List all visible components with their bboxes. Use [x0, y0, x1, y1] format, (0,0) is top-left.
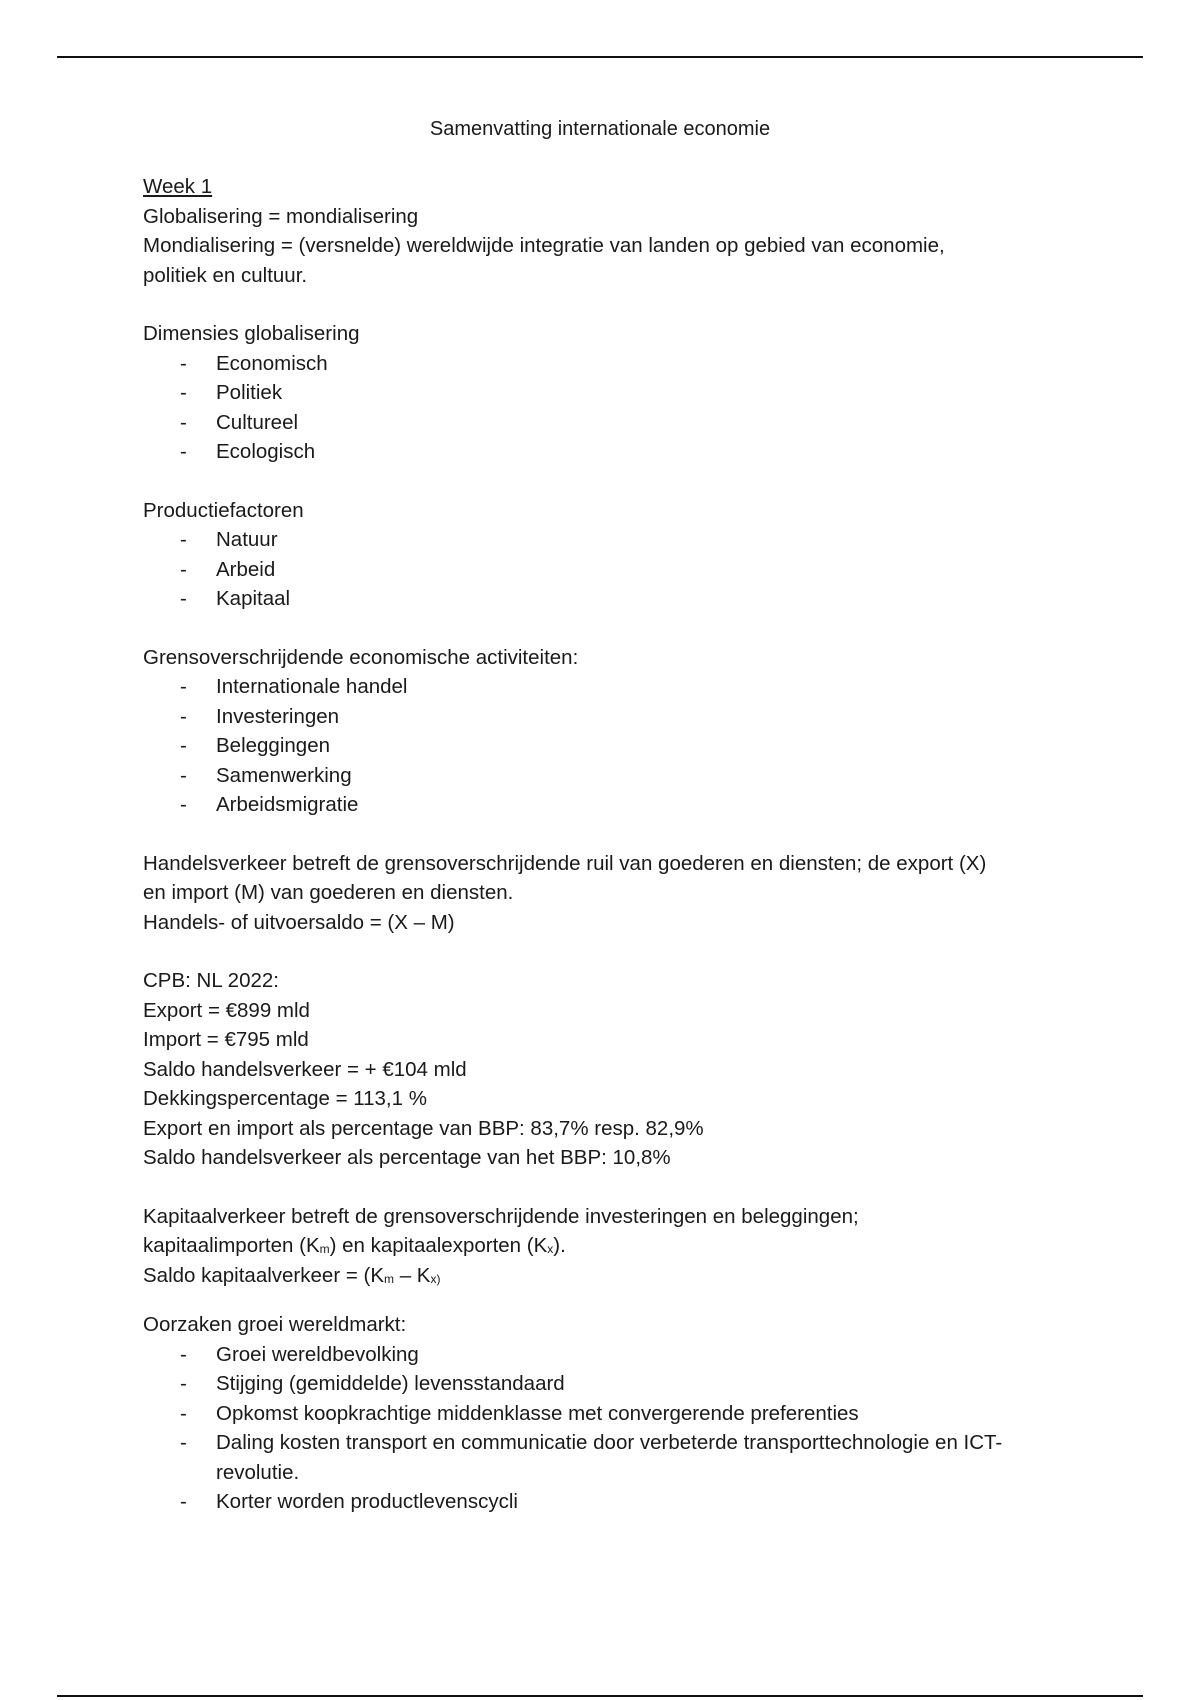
kapitaal-line: kapitaalimporten $(K_m)$ en kapitaalexporten $(K_x)$. — [143, 1234, 566, 1257]
dash-bullet: - — [180, 734, 187, 757]
list-item: - Kapitaal — [143, 584, 1083, 614]
dash-bullet: - — [180, 763, 187, 787]
oorzaken-list — [143, 1340, 1083, 1517]
list-item: - Daling kosten transport en communicatie door verbeterde transporttechnologie en ICT-revolutie. — [143, 1428, 1083, 1487]
list-item: - Groei wereldbevolking — [143, 1340, 1083, 1370]
list-item: - Economisch — [143, 349, 1083, 379]
intro-line: Mondialisering = (versnelde) wereldwijde integratie van landen op gebied van economie, — [143, 234, 945, 257]
list-item: - Arbeid — [143, 555, 1083, 585]
dash-bullet: - — [180, 793, 187, 816]
top-rule — [57, 56, 1143, 58]
dash-bullet: - — [180, 557, 187, 581]
dash-bullet: - — [180, 410, 187, 434]
intro-line: Globalisering = mondialisering — [143, 204, 419, 228]
list-item: - Beleggingen — [143, 731, 1083, 761]
productiefactoren-heading: Productiefactoren — [143, 498, 304, 522]
dash-bullet: - — [180, 440, 187, 463]
list-item: - Korter worden productlevenscycli — [143, 1487, 1083, 1517]
dash-bullet: - — [180, 1490, 187, 1513]
cpb-line: Saldo handelsverkeer als percentage van het BBP: 10,8% — [143, 1146, 671, 1169]
dash-bullet: - — [180, 1401, 187, 1425]
oorzaken-heading: Oorzaken groei wereldmarkt: — [143, 1313, 407, 1336]
list-item: - Samenwerking — [143, 761, 1083, 791]
document-title: Samenvatting internationale economie — [429, 118, 771, 140]
dash-bullet: - — [180, 1431, 187, 1454]
handel-line: Handelsverkeer betreft de grensoverschrijdende ruil van goederen en diensten; de export (X) — [143, 851, 987, 875]
list-item: - Internationale handel — [143, 672, 1083, 702]
handel-line: Handels- of uitvoersaldo = (X – M) — [143, 910, 455, 934]
kapitaal-line: Kapitaalverkeer betreft de grensoverschrijdende investeringen en beleggingen; — [143, 1204, 859, 1228]
activiteiten-heading: Grensoverschrijdende economische activiteiten: — [143, 645, 579, 669]
document-body — [143, 172, 1083, 1517]
list-item: - Investeringen — [143, 702, 1083, 732]
week-heading: Week 1 — [143, 175, 213, 198]
list-item: - Ecologisch — [143, 437, 1083, 467]
bottom-rule — [57, 1695, 1143, 1697]
dash-bullet: - — [180, 1342, 187, 1366]
activiteiten-list — [143, 672, 1083, 820]
list-item: - Natuur — [143, 525, 1083, 555]
dash-bullet: - — [180, 587, 187, 610]
cpb-line: Import = €795 mld — [143, 1028, 309, 1051]
list-item: - Cultureel — [143, 408, 1083, 438]
dash-bullet: - — [180, 1372, 187, 1395]
dimensies-heading: Dimensies globalisering — [143, 322, 360, 345]
cpb-line: Dekkingspercentage = 113,1 % — [143, 1087, 427, 1110]
kapitaal-saldo-line: Saldo kapitaalverkeer = ($K_m - K_{x)}$ — [143, 1263, 441, 1287]
dash-bullet: - — [180, 381, 187, 404]
dash-bullet: - — [180, 351, 187, 375]
cpb-line: CPB: NL 2022: — [143, 969, 279, 992]
dash-bullet: - — [180, 675, 187, 698]
list-item: - Arbeidsmigratie — [143, 790, 1083, 820]
cpb-line: Saldo handelsverkeer = + €104 mld — [143, 1057, 467, 1081]
cpb-line: Export en import als percentage van BBP: 83,7% resp. 82,9% — [143, 1116, 704, 1140]
handel-line: en import (M) van goederen en diensten. — [143, 881, 514, 904]
intro-line: politiek en cultuur. — [143, 263, 308, 287]
cpb-line: Export = €899 mld — [143, 998, 310, 1022]
dimensies-list — [143, 349, 1083, 467]
list-item: - Politiek — [143, 378, 1083, 408]
dash-bullet: - — [180, 704, 187, 728]
productiefactoren-list — [143, 525, 1083, 614]
dash-bullet: - — [180, 528, 187, 551]
list-item: - Stijging (gemiddelde) levensstandaard — [143, 1369, 1083, 1399]
list-item: - Opkomst koopkrachtige middenklasse met convergerende preferenties — [143, 1399, 1083, 1429]
